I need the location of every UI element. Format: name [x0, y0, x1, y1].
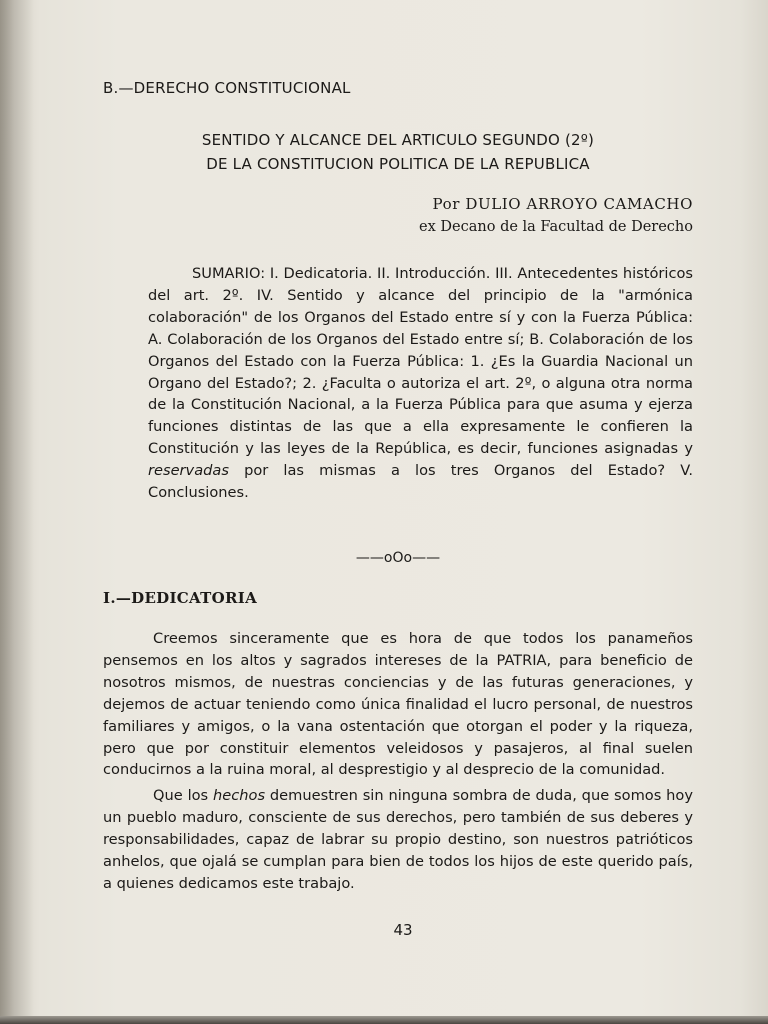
summary-italic-term: reservadas: [148, 462, 229, 480]
dedicatoria-heading: I.—DEDICATORIA: [103, 589, 258, 607]
page-bottom-edge: [0, 1016, 768, 1024]
article-title-line-1: SENTIDO Y ALCANCE DEL ARTICULO SEGUNDO (2º): [201, 131, 595, 149]
section-heading: B.—DERECHO CONSTITUCIONAL: [103, 79, 351, 97]
paragraph-2-part-1: Que los: [153, 787, 214, 805]
separator-ornament: ——oOo——: [355, 550, 441, 566]
gutter-shadow: [0, 0, 34, 1016]
author-block: [419, 193, 693, 238]
dedicatoria-paragraph-2: [103, 785, 693, 895]
summary-text-part-1: SUMARIO: I. Dedicatoria. II. Introducción. III. Antecedentes históricos del art. 2º. IV. Sentido y alcance del principio de la "armónica colaboración" de los Organos del Estado entre sí y con la Fuerza Pública: A. Colaboración de los Organos del Estado entre sí; B. Colaboración de los Organos del Estado con la Fuerza Pública: 1. ¿Es la Guardia Nacional un Organo del Estado?; 2. ¿Faculta o autoriza el art. 2º, o alguna otra norma de la Constitución Nacional, a la Fuerza Pública para que asuma y ejerza funciones distintas de las que a ella expresamente le confieren la Constitución y las leyes de la República, es decir, funciones asignadas y: [148, 265, 693, 458]
paragraph-2-italic-term: hechos: [213, 787, 266, 805]
paragraph-2-part-2: demuestren sin ninguna sombra de duda, que somos hoy un pueblo maduro, consciente de sus derechos, pero también de sus deberes y responsabilidades, capaz de labrar su propio destino, son nuestros patrióticos anhelos, que ojalá se cumplan para bien de todos los hijos de este querido país, a quienes dedicamos este trabajo.: [103, 787, 693, 892]
author-name: Por DULIO ARROYO CAMACHO: [432, 195, 693, 213]
author-role: ex Decano de la Facultad de Derecho: [419, 219, 693, 235]
article-title: [103, 128, 693, 176]
summary: [148, 263, 693, 504]
dedicatoria-body: [103, 628, 693, 895]
page-number: 43: [393, 921, 413, 939]
dedicatoria-paragraph-1: Creemos sinceramente que es hora de que todos los panameños pensemos en los altos y sagrados intereses de la PATRIA, para beneficio de nosotros mismos, de nuestras conciencias y de las futuras generaciones, y dejemos de actuar teniendo como única finalidad el lucro personal, de nuestros familiares y amigos, o la vana ostentación que otorgan el poder y la riqueza, pero que por constituir elementos veleidosos y pasajeros, al final suelen conducirnos a la ruina moral, al desprestigio y al desprecio de la comunidad.: [103, 630, 693, 779]
summary-paragraph: [148, 263, 693, 504]
summary-text-part-2: por las mismas a los tres Organos del Estado? V. Conclusiones.: [148, 462, 693, 502]
article-title-line-2: DE LA CONSTITUCION POLITICA DE LA REPUBLICA: [206, 155, 590, 173]
